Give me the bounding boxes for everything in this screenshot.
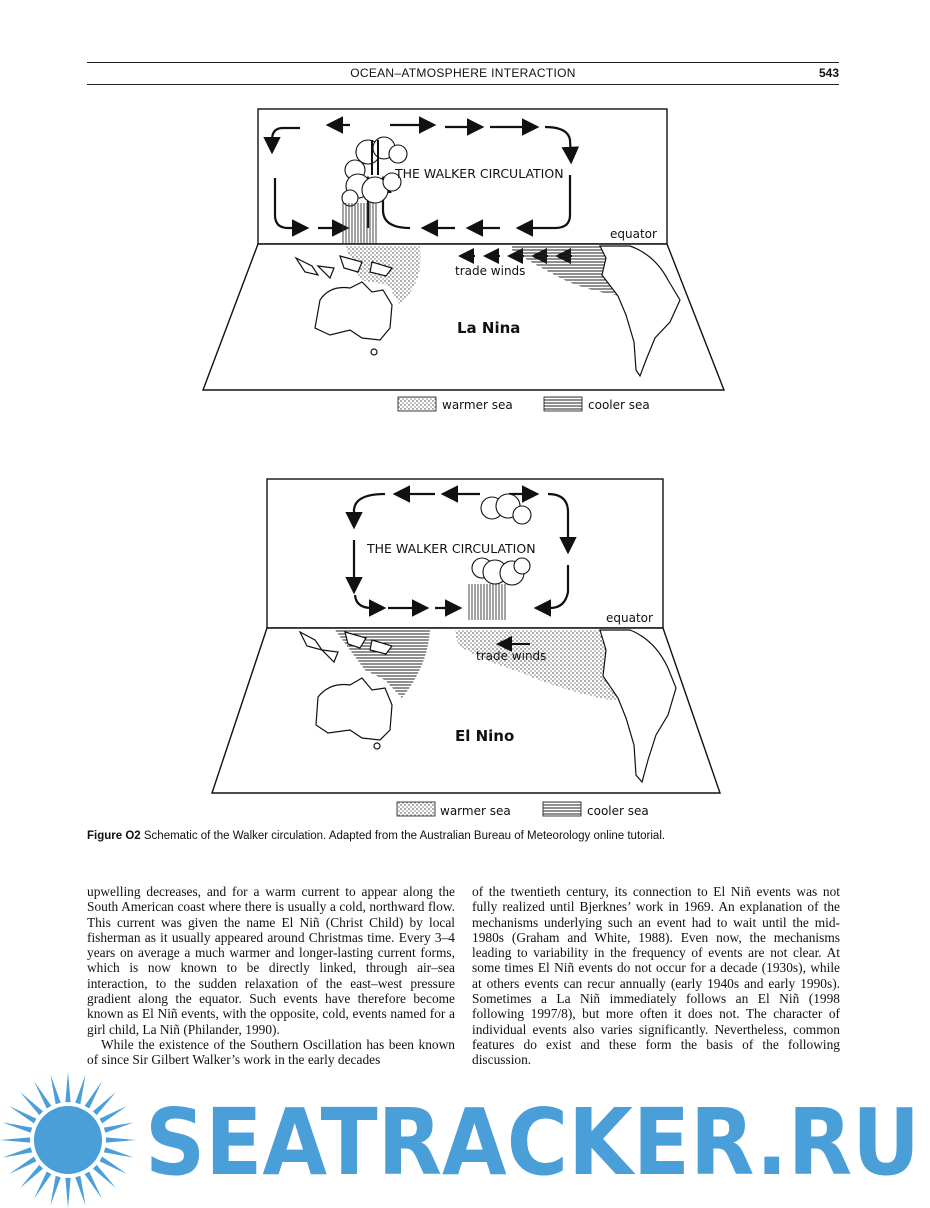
sun-ray bbox=[20, 1165, 43, 1188]
legend-warm-label: warmer sea bbox=[442, 398, 513, 412]
sun-ray bbox=[93, 1092, 116, 1115]
legend-warm-swatch bbox=[398, 397, 436, 411]
page-number: 543 bbox=[818, 66, 839, 80]
sun-ray bbox=[93, 1165, 116, 1188]
body-left-column bbox=[87, 884, 455, 1068]
watermark bbox=[0, 1068, 930, 1208]
trade-winds-label: trade winds bbox=[455, 264, 526, 278]
el-nino-diagram bbox=[0, 470, 930, 830]
sun-ray bbox=[104, 1122, 134, 1132]
sun-logo bbox=[0, 1072, 136, 1208]
sun-ray bbox=[85, 1081, 102, 1108]
rain-shaft bbox=[342, 203, 378, 243]
walker-circulation-label: THE WALKER CIRCULATION bbox=[395, 166, 564, 181]
sun-ray bbox=[2, 1122, 32, 1132]
trade-winds-label: trade winds bbox=[476, 649, 547, 663]
legend-warm-swatch bbox=[397, 802, 435, 816]
paragraph: of the twentieth century, its connection to El Niñ events was not fully realized until Bjerknes’ work in 1969. An explanation of the mechanisms underlying such an event had to wait until the mid-1980s (Graham and White, 1988). Even now, the mechanisms leading to variability in the frequency of events are not clear. At some times El Niñ events do not occur for a decade (1930s), while at others events can recur annually (early 1940s and early 1990s). Sometimes a La Niñ immediately follows an El Niñ (1998 following 1997/8), but more often it does not. The character of individual events also varies significantly. Nevertheless, common features do exist and these form the basis of the following discussion. bbox=[472, 884, 840, 1068]
sun-ray bbox=[20, 1092, 43, 1115]
sun-ray bbox=[34, 1081, 51, 1108]
legend-cool-label: cooler sea bbox=[588, 398, 650, 412]
walker-circulation-label: THE WALKER CIRCULATION bbox=[367, 541, 536, 556]
legend-warm-label: warmer sea bbox=[440, 804, 511, 818]
figure-id: Figure O2 bbox=[87, 830, 141, 842]
sun-ray bbox=[99, 1157, 126, 1174]
running-title: OCEAN–ATMOSPHERE INTERACTION bbox=[350, 66, 576, 80]
paragraph: upwelling decreases, and for a warm current to appear along the South American coast where there is usually a cold, northward flow. This current was given the name El Niñ (Christ Child) by local fisherman as it usually appeared around Christmas time. Every 3–4 years on average a much warmer and longer-lasting current forms, which is now known to be directly linked, through air–sea interaction, to the sudden relaxation of the east–west pressure gradient along the equator. Such events have therefore become known as El Niñ events, with the opposite, cold, events named for a girl child, La Niñ (Philander, 1990). bbox=[87, 884, 455, 1037]
watermark-text: SEATRACKER.RU bbox=[145, 1089, 920, 1196]
sun-ray bbox=[0, 1137, 30, 1142]
sun-ray bbox=[85, 1171, 102, 1198]
figure-caption-text: Schematic of the Walker circulation. Adapted from the Australian Bureau of Meteorology online tutorial. bbox=[143, 830, 666, 842]
sun-ray bbox=[50, 1176, 60, 1206]
legend-cool-label: cooler sea bbox=[587, 804, 649, 818]
legend-cool-swatch bbox=[544, 397, 582, 411]
sun-ray bbox=[75, 1074, 85, 1104]
body-right-column bbox=[472, 884, 840, 1068]
rain-shaft bbox=[468, 584, 506, 620]
phase-label: La Nina bbox=[457, 319, 521, 337]
la-nina-diagram bbox=[0, 0, 930, 430]
sun-ray bbox=[106, 1137, 136, 1142]
sun-ray bbox=[9, 1157, 36, 1174]
figure-caption bbox=[87, 830, 839, 842]
sun-ray bbox=[34, 1171, 51, 1198]
phase-label: El Nino bbox=[455, 727, 515, 745]
sun-ray bbox=[75, 1176, 85, 1206]
sun-ray bbox=[65, 1178, 70, 1208]
sun-ray bbox=[9, 1106, 36, 1123]
equator-label: equator bbox=[606, 611, 653, 625]
sun-ray bbox=[50, 1074, 60, 1104]
equator-label: equator bbox=[610, 227, 657, 241]
sun-ray bbox=[2, 1147, 32, 1157]
legend-cool-swatch bbox=[543, 802, 581, 816]
sun-ray bbox=[65, 1072, 70, 1102]
sun-ray bbox=[104, 1147, 134, 1157]
sun-ray bbox=[99, 1106, 126, 1123]
paragraph: While the existence of the Southern Oscillation has been known of since Sir Gilbert Walker’s work in the early decades bbox=[87, 1036, 455, 1068]
